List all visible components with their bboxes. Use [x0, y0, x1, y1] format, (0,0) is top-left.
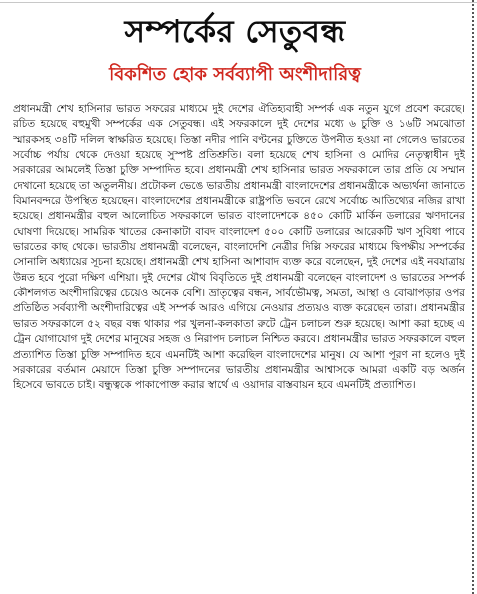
- top-divider: [0, 2, 477, 3]
- column-divider: [472, 0, 474, 594]
- body-paragraph: প্রধানমন্ত্রী শেখ হাসিনার ভারত সফরের মাধ্যমে দুই দেশের ঐতিহ্যবাহী সম্পর্ক এক নতুন যুগে প্রবেশ করেছে। রচিত হয়েছে বহুমুখী সম্পর্কের এক সেতুবন্ধ। এই সফরকালে দুই দেশের মধ্যে ৬ চুক্তি ও ১৬টি সমঝোতা স্মারকসহ ৩৪টি দলিল স্বাক্ষরিত হয়েছে। তিস্তা নদীর পানি বণ্টনের চুক্তিতে উপনীত হওয়া না গেলেও ভারতের সর্বোচ্চ পর্যায় থেকে দেওয়া হয়েছে সুস্পষ্ট প্রতিশ্রুতি। বলা হয়েছে শেখ হাসিনা ও মোদির নেতৃত্বাধীন দুই সরকারের আমলেই তিস্তা চুক্তি সম্পাদিত হবে। প্রধানমন্ত্রী শেখ হাসিনার ভারত সফরকালে তার প্রতি যে সম্মান দেখানো হয়েছে তা অতুলনীয়। প্রটোকল ভেঙে ভারতীয় প্রধানমন্ত্রী বাংলাদেশের প্রধানমন্ত্রীকে অভ্যর্থনা জানাতে বিমানবন্দরে উপস্থিত হয়েছেন। বাংলাদেশের প্রধানমন্ত্রীকে রাষ্ট্রপতি ভবনে রেখে সর্বোচ্চ আতিথ্যের নজির রাখা হয়েছে। প্রধানমন্ত্রীর বহুল আলোচিত সফরকালে ভারত বাংলাদেশকে ৪৫০ কোটি মার্কিন ডলারের ঋণদানের ঘোষণা দিয়েছে। সামরিক খাতের কেনাকাটা বাবদ বাংলাদেশ ৫০০ কোটি ডলারের আরেকটি ঋণ সুবিধা পাবে ভারতের কাছ থেকে। ভারতীয় প্রধানমন্ত্রী বলেছেন, বাংলাদেশি নেত্রীর দিল্লি সফরের মাধ্যমে দ্বিপক্ষীয় সম্পর্কের সোনালি অধ্যায়ের সূচনা হয়েছে। প্রধানমন্ত্রী শেখ হাসিনা আশাবাদ ব্যক্ত করে বলেছেন, দুই দেশের এই নবযাত্রায় উন্নত হবে পুরো দক্ষিণ এশিয়া। দুই দেশের যৌথ বিবৃতিতে দুই প্রধানমন্ত্রী বলেছেন বাংলাদেশ ও ভারতের সম্পর্ক কৌশলগত অংশীদারিত্বের চেয়েও অনেক বেশি। ভ্রাতৃত্বের বন্ধন, সার্বভৌমত্ব, সমতা, আস্থা ও বোঝাপড়ার ওপর প্রতিষ্ঠিত সর্বব্যাপী অংশীদারিত্বের এই সম্পর্ক আরও এগিয়ে নেওয়ার প্রত্যয়ও ব্যক্ত করেছেন তারা। প্রধানমন্ত্রীর ভারত সফরকালে ৫২ বছর বন্ধ থাকার পর খুলনা-কলকাতা রুটে ট্রেন চলাচল শুরু হয়েছে। আশা করা হচ্ছে এ ট্রেন যোগাযোগ দুই দেশের মানুষের সহজ ও নিরাপদ চলাচল নিশ্চিত করবে। প্রধানমন্ত্রীর ভারত সফরকালে বহুল প্রত্যাশিত তিস্তা চুক্তি সম্পাদিত হবে এমনটিই আশা করেছিল বাংলাদেশের মানুষ। যে আশা পূরণ না হলেও দুই সরকারের বর্তমান মেয়াদে তিস্তা চুক্তি সম্পাদনের ভারতীয় প্রধানমন্ত্রীর আশ্বাসকে আমরা একটি বড় অর্জন হিসেবে ভাবতে চাই। বন্ধুত্বকে পাকাপোক্ত করার স্বার্থে এ ওয়াদার বাস্তবায়ন হবে এমনটিই প্রত্যাশিত।: [13, 103, 465, 392]
- headline: সম্পর্কের সেতুবন্ধ: [124, 14, 346, 50]
- subheadline: বিকশিত হোক সর্বব্যাপী অংশীদারিত্ব: [109, 64, 361, 85]
- article-body: [13, 102, 465, 588]
